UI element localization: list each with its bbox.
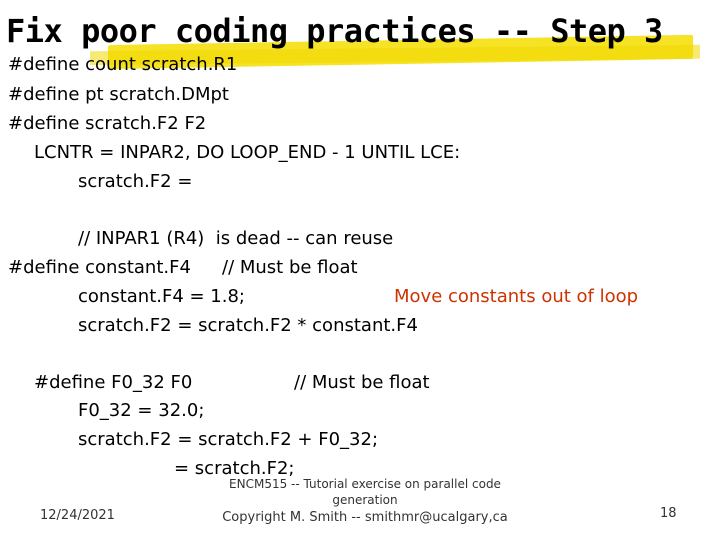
code-line-result: = scratch.F2; [174,458,295,479]
code-comment-must-be-float-1: // Must be float [222,257,358,278]
code-line-constant-assign: constant.F4 = 1.8; [78,286,245,307]
slide-title: Fix poor coding practices -- Step 3 [6,12,663,50]
code-line-comment-inpar1: // INPAR1 (R4) is dead -- can reuse [78,228,394,249]
code-comment-must-be-float-2: // Must be float [294,372,430,393]
code-line-define-f2: #define scratch.F2 F2 [8,113,207,134]
footer-date: 12/24/2021 [40,508,115,523]
code-line-lcntr: LCNTR = INPAR2, DO LOOP_END - 1 UNTIL LCE: [34,142,461,163]
code-line-define-count: #define count scratch.R1 [8,54,238,75]
footer-page-number: 18 [660,506,677,521]
annotation-move-constants: Move constants out of loop [394,286,639,307]
code-line-define-f0-32: #define F0_32 F0 [34,372,193,393]
footer-copyright: Copyright M. Smith -- smithmr@ucalgary,ca [222,510,508,525]
code-line-add: scratch.F2 = scratch.F2 + F0_32; [78,429,379,450]
code-line-f0-32-assign: F0_32 = 32.0; [78,400,205,421]
code-line-multiply: scratch.F2 = scratch.F2 * constant.F4 [78,315,418,336]
code-line-define-pt: #define pt scratch.DMpt [8,84,229,105]
code-line-define-constant: #define constant.F4 [8,257,191,278]
code-line-scratch-assign: scratch.F2 = [78,171,193,192]
footer-center [220,476,510,526]
footer-course-title-cont: generation [332,493,398,507]
footer-course-title: ENCM515 -- Tutorial exercise on parallel code [229,477,501,491]
